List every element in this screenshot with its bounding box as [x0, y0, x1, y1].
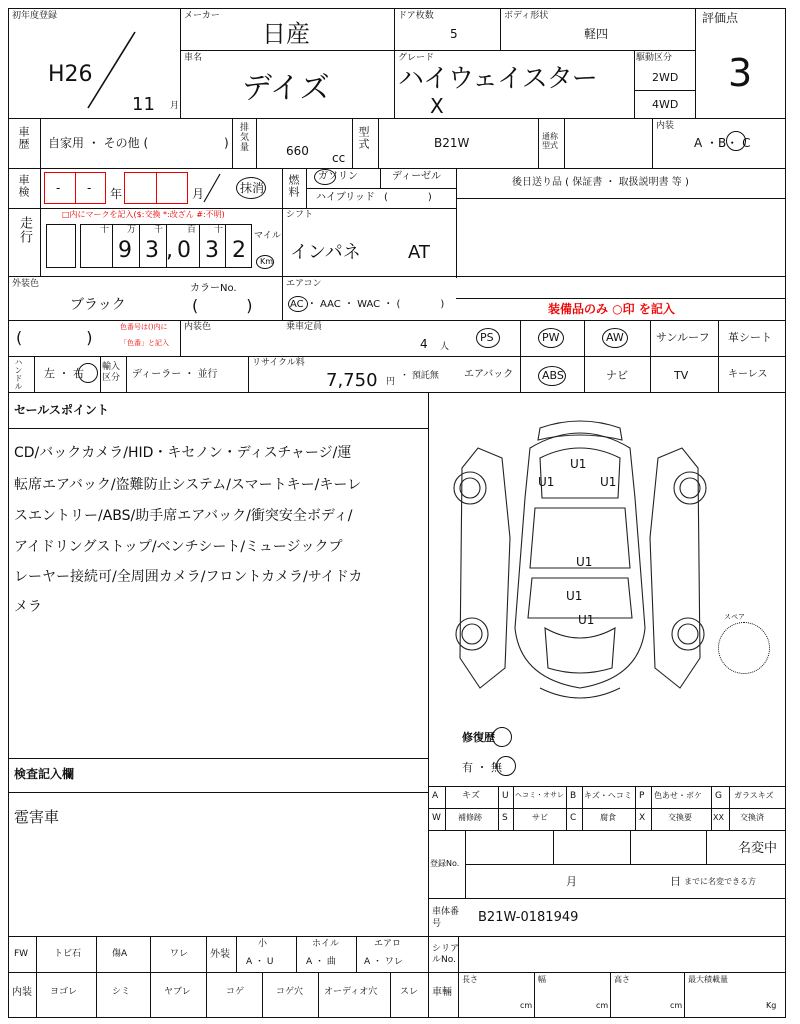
legend-c-text: 腐食 — [600, 813, 616, 822]
bottom-small: 小 — [258, 939, 268, 949]
bottom-length-label: 長さ — [462, 975, 478, 984]
bottom-kizu-a[interactable]: 傷A — [112, 949, 128, 959]
bottom-wheel: ホイル — [312, 939, 340, 949]
first-reg-month: 11 — [132, 94, 155, 115]
mileage-unit-5: 十 — [214, 225, 224, 235]
sales-line-3: スエントリー/ABS/助手席エアバック/衝突安全ボディ/ — [14, 508, 353, 524]
bottom-width-label: 幅 — [538, 975, 546, 984]
bottom-koge-ana[interactable]: コゲ穴 — [276, 987, 304, 997]
capacity-label: 乗車定員 — [286, 322, 323, 332]
registration-deadline: までに名変できる方 — [684, 877, 756, 886]
legend-w-code: W — [432, 813, 441, 823]
damage-mark-1: U1 — [570, 457, 587, 471]
sales-points-title: セールスポイント — [14, 403, 109, 417]
drive-4wd[interactable]: 4WD — [652, 98, 679, 111]
docs-label: 後日送り品 ( 保証書 ・ 取扱説明書 等 ) — [512, 177, 689, 188]
first-reg-label: 初年度登録 — [12, 11, 58, 21]
legend-b-code: B — [570, 791, 577, 801]
recycle-deposit[interactable]: ・ 預託無 — [400, 371, 439, 381]
bottom-sure[interactable]: スレ — [400, 987, 419, 997]
remarks-text: 雹害車 — [14, 808, 60, 826]
ac-label: エアコン — [286, 279, 322, 289]
legend-c-code: C — [570, 813, 577, 823]
bottom-height-label: 高さ — [614, 975, 630, 984]
bottom-tobiishi[interactable]: トビ石 — [54, 949, 82, 959]
bottom-audio-ana[interactable]: オーディオ穴 — [324, 987, 378, 997]
fuel-gas-circle — [314, 169, 336, 185]
mileage-note: □内にマークを記入($:交換 *:改ざん #:不明) — [62, 210, 225, 219]
bottom-height-unit: cm — [670, 1001, 683, 1010]
bottom-shimi[interactable]: シミ — [112, 987, 131, 997]
color-no-value: ( ) — [192, 296, 253, 315]
capacity-value: 4 — [420, 337, 428, 351]
fuel-hybrid[interactable]: ハイブリッド — [316, 192, 375, 203]
inspection-year-unit: 年 — [110, 187, 123, 201]
inspection-slash — [200, 172, 224, 204]
damage-mark-4: U1 — [576, 555, 593, 569]
repair-label: 修復歴 — [462, 731, 495, 744]
mileage-digit-5: 2 — [232, 238, 246, 263]
equip-navi[interactable]: ナビ — [606, 369, 628, 382]
capacity-unit: 人 — [440, 342, 450, 352]
handle-value[interactable]: 左 ・ 右 — [44, 367, 84, 380]
legend-g-code: G — [715, 791, 722, 801]
handle-label: ハンドル — [14, 358, 23, 390]
interior-label: 内装 — [656, 121, 675, 131]
repair-none-circle — [496, 756, 516, 776]
grade-value-1: ハイウェイスター — [398, 64, 597, 94]
mileage-comma: , — [166, 238, 173, 263]
remarks-title: 検査記入欄 — [14, 767, 75, 781]
ac-value[interactable]: AC ・ AAC ・ WAC ・ ( ) — [290, 299, 445, 310]
inspection-dash-2: - — [87, 181, 92, 195]
exterior-color: ブラック — [70, 297, 126, 313]
legend-xx-text: 交換済 — [740, 813, 764, 822]
mileage-digit-3: 0 — [177, 238, 191, 263]
bottom-small-val[interactable]: A ・ U — [246, 957, 274, 967]
equip-aw-circle — [602, 328, 628, 348]
maker-label: メーカー — [184, 11, 220, 21]
fuel-gas[interactable]: ガソリン — [318, 171, 358, 182]
registration-label: 登録No. — [430, 859, 460, 868]
inspection-month-unit: 月 — [192, 187, 205, 201]
legend-w-text: 補修跡 — [458, 813, 482, 822]
inspection-expired-circle — [236, 177, 266, 199]
bottom-koge[interactable]: コゲ — [226, 987, 245, 997]
legend-a-text: キズ — [462, 791, 480, 801]
body-value: 軽四 — [584, 27, 609, 41]
legend-s-text: サビ — [532, 813, 548, 822]
chassis-label: 車体番号 — [432, 907, 460, 929]
bottom-width-unit: cm — [596, 1001, 609, 1010]
equip-pw-circle — [538, 328, 564, 348]
fuel-diesel[interactable]: ディーゼル — [392, 171, 441, 182]
first-reg-era: H26 — [48, 62, 93, 87]
damage-mark-6: U1 — [578, 613, 595, 627]
mileage-digit-2: 3 — [145, 238, 159, 263]
equip-abs[interactable]: ABS — [542, 369, 564, 382]
damage-mark-5: U1 — [566, 589, 583, 603]
interior-color-label: 内装色 — [184, 322, 212, 332]
sales-line-5: レーヤー接続可/全周囲カメラ/フロントカメラ/サイドカ — [14, 569, 363, 585]
history-close: ) — [224, 136, 229, 150]
equip-tv[interactable]: TV — [674, 369, 689, 382]
legend-s-code: S — [502, 813, 508, 823]
legend-xx-code: XX — [713, 813, 724, 822]
damage-mark-2: U1 — [538, 475, 555, 489]
inspection-expired[interactable]: 抹消 — [240, 181, 265, 195]
sales-line-4: アイドリングストップ/ベンチシート/ミュージックプ — [14, 539, 343, 555]
bottom-yogore[interactable]: ヨゴレ — [50, 987, 78, 997]
bottom-ware[interactable]: ワレ — [170, 949, 189, 959]
car-name-label: 車名 — [184, 53, 203, 63]
exterior-paren: ( ) — [16, 328, 93, 347]
bottom-aero-val[interactable]: A ・ ワレ — [364, 957, 403, 967]
interior-grade-circle — [726, 131, 746, 151]
mileage-unit-km[interactable]: Km — [260, 257, 274, 266]
equip-ps-circle — [476, 328, 500, 348]
bottom-fw: FW — [14, 949, 29, 959]
equip-keyless[interactable]: キーレス — [728, 369, 768, 380]
bottom-yabure[interactable]: ヤブレ — [164, 987, 191, 997]
bottom-load-label: 最大積載量 — [688, 975, 728, 984]
inspection-dash-1: - — [56, 181, 61, 195]
maker-value: 日産 — [262, 20, 310, 48]
equip-abs-circle — [538, 366, 566, 386]
repair-label-circle — [492, 727, 512, 747]
shift-label: シフト — [286, 210, 314, 220]
displacement-unit: cc — [332, 151, 346, 165]
mileage-unit-2: 万 — [127, 225, 137, 235]
equip-aw[interactable]: AW — [606, 331, 624, 344]
mileage-unit-mile[interactable]: マイル — [254, 231, 281, 241]
inspection-label: 車検 — [17, 174, 30, 198]
mileage-digit-1: 9 — [118, 238, 132, 263]
repair-value[interactable]: 有 ・ 無 — [462, 761, 502, 774]
exterior-note-2: 「色番」と記入 — [120, 339, 169, 347]
model-value: B21W — [434, 136, 470, 150]
interior-grades: A ・B・ C — [694, 136, 751, 150]
color-no-label: カラーNo. — [190, 283, 237, 294]
mileage-unit-4: 百 — [187, 225, 197, 235]
drive-2wd[interactable]: 2WD — [652, 71, 679, 84]
displacement-value: 660 — [286, 144, 309, 158]
equip-ps[interactable]: PS — [480, 331, 494, 344]
history-label: 車歴 — [17, 126, 30, 150]
legend-a-code: A — [432, 791, 439, 801]
bottom-aero: エアロ — [374, 939, 402, 949]
score-value: 3 — [728, 51, 753, 95]
chassis-value: B21W-0181949 — [478, 910, 579, 925]
grade-value-2: X — [430, 94, 444, 118]
doors-value: 5 — [450, 27, 458, 41]
recycle-yen: 円 — [386, 377, 396, 387]
registration-month: 月 — [566, 875, 577, 888]
handle-circle — [78, 363, 98, 383]
legend-x-text: 交換要 — [668, 813, 692, 822]
body-label: ボディ形状 — [504, 11, 549, 21]
mileage-label: 走行 — [17, 216, 32, 244]
bottom-ext-label: 外装 — [210, 949, 230, 960]
legend-p-text: 色あせ・ボケ — [654, 791, 702, 800]
first-reg-month-unit: 月 — [170, 101, 180, 111]
car-name-value: デイズ — [242, 71, 330, 106]
doors-label: ドア枚数 — [398, 11, 434, 21]
bottom-load-unit: Kg — [766, 1001, 777, 1010]
spare-tire-circle — [718, 622, 770, 674]
bottom-wheel-val[interactable]: A ・ 曲 — [306, 957, 336, 967]
damage-mark-3: U1 — [600, 475, 617, 489]
shift-position: インパネ — [290, 242, 361, 263]
mileage-digit-4: 3 — [205, 238, 219, 263]
fuel-label: 燃料 — [287, 174, 300, 198]
legend-u-text: ヘコミ・オサレ — [515, 791, 564, 799]
shift-type: AT — [408, 242, 430, 263]
first-reg-slash — [80, 30, 140, 110]
bottom-serial-label: シリアルNo. — [432, 944, 460, 965]
recycle-value: 7,750 — [326, 370, 378, 391]
equip-pw[interactable]: PW — [542, 331, 560, 344]
legend-u-code: U — [502, 791, 509, 801]
mileage-unit-1: 十 — [100, 225, 110, 235]
model-label: 型式 — [357, 126, 370, 150]
sales-line-1: CD/バックカメラ/HID・キセノン・ディスチャージ/運 — [14, 445, 352, 461]
bottom-length-unit: cm — [520, 1001, 533, 1010]
import-label: 輸入区分 — [102, 362, 121, 383]
exterior-note-1: 色番号は()内に — [120, 323, 168, 331]
equip-airbag[interactable]: エアバック — [464, 369, 514, 380]
sales-line-2: 転席エアバック/盗難防止システム/スマートキー/キーレ — [14, 477, 362, 493]
fuel-other[interactable]: ( ) — [384, 192, 432, 203]
mileage-unit-3: 千 — [154, 225, 164, 235]
exterior-label: 外装色 — [12, 279, 40, 289]
bottom-size-label: 車輛 — [432, 987, 452, 998]
legend-x-code: X — [639, 813, 646, 823]
sales-line-6: メラ — [14, 599, 42, 615]
bottom-int-label: 内装 — [12, 987, 32, 998]
mileage-km-circle — [256, 255, 274, 269]
legend-p-code: P — [639, 791, 645, 801]
displacement-label: 排気量 — [238, 122, 248, 152]
legend-b-text: キズ・ヘコミ — [584, 791, 632, 800]
recycle-label: リサイクル料 — [252, 358, 305, 368]
history-value: 自家用 ・ その他 ( — [48, 136, 149, 150]
mileage-flag-box[interactable] — [46, 224, 76, 268]
grade-label: グレード — [398, 53, 435, 63]
ac-circle — [288, 296, 308, 312]
spare-label: スペア — [724, 613, 745, 621]
score-label: 評価点 — [702, 11, 739, 25]
import-value[interactable]: ディーラー ・ 並行 — [132, 369, 218, 380]
registration-name-change: 名変中 — [738, 841, 778, 856]
legend-g-text: ガラスキズ — [734, 791, 774, 800]
drive-label: 駆動区分 — [636, 53, 673, 63]
equip-sunroof[interactable]: サンルーフ — [656, 331, 710, 344]
tsusho-label: 通称型式 — [542, 132, 558, 150]
registration-day: 日 — [670, 875, 681, 888]
equip-leather[interactable]: 革シート — [728, 331, 772, 344]
equipment-header: 装備品のみ ○印 を記入 — [548, 302, 675, 316]
